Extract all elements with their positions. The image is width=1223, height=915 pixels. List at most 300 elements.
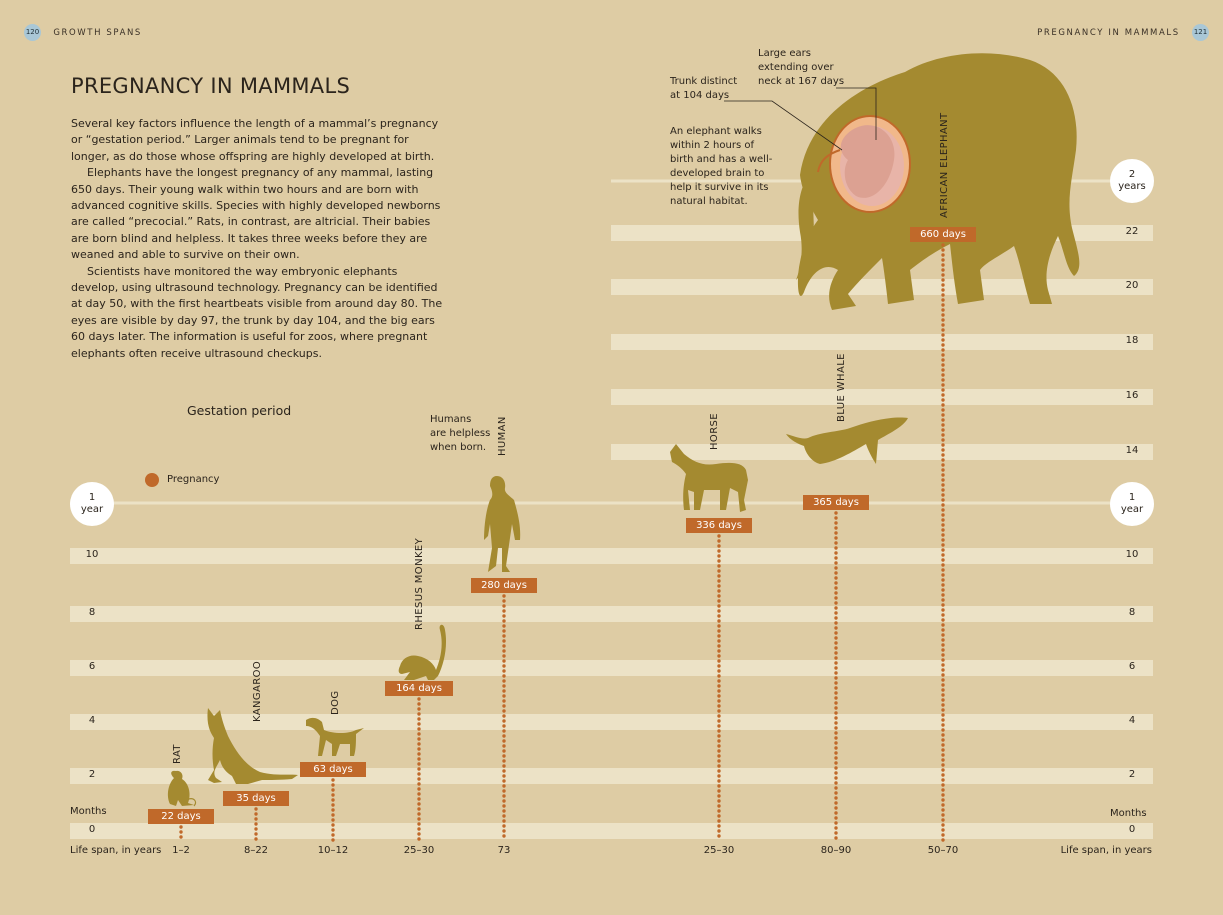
stem-dot bbox=[417, 757, 420, 760]
stem-dot bbox=[941, 348, 944, 351]
stem-dot bbox=[941, 548, 944, 551]
stem-dot bbox=[331, 798, 334, 801]
stem-dot bbox=[941, 748, 944, 751]
year-marker-left: 1 year bbox=[70, 482, 114, 526]
stem-dot bbox=[941, 653, 944, 656]
stem-dot bbox=[502, 724, 505, 727]
stem-dot bbox=[502, 804, 505, 807]
stem-dot bbox=[941, 683, 944, 686]
grid-band bbox=[70, 606, 1153, 622]
stem-dot bbox=[941, 583, 944, 586]
stem-dot bbox=[502, 619, 505, 622]
stem-dot bbox=[502, 624, 505, 627]
stem-dot bbox=[941, 798, 944, 801]
stem-dot bbox=[502, 629, 505, 632]
stem-dot bbox=[502, 614, 505, 617]
stem-dot bbox=[941, 778, 944, 781]
stem-dot bbox=[941, 718, 944, 721]
stem-dot bbox=[834, 646, 837, 649]
intro-paragraph: Scientists have monitored the way embryonic elephants develop, using ultrasound technology. Pregnancy can be identified at day 50, with the first heartbeats visible from around day 80. The eyes are visible by day 97, the trunk by day 104, and the big ears 60 days later. The information is useful for zoos, where pregnant elephants often receive ultrasound checkups. bbox=[71, 264, 443, 360]
stem-dot bbox=[502, 744, 505, 747]
axis-tick-label: 0 bbox=[88, 824, 96, 835]
stem-dot bbox=[331, 833, 334, 836]
stem-dot bbox=[834, 801, 837, 804]
legend-dot bbox=[145, 473, 159, 487]
stem-dot bbox=[834, 606, 837, 609]
stem-dot bbox=[941, 358, 944, 361]
stem-dot bbox=[717, 814, 720, 817]
axis-tick-label: 4 bbox=[1128, 715, 1136, 726]
lifespan-value: 25–30 bbox=[703, 845, 735, 856]
stem-dot bbox=[941, 308, 944, 311]
intro-paragraph: Several key factors influence the length of a mammal’s pregnancy or “gestation period.” Larger animals tend to be pregnant for longer, as do those whose offspring are highly developed at birth. bbox=[71, 117, 439, 163]
stem-dot bbox=[502, 824, 505, 827]
year-marker-right: 1 year bbox=[1110, 482, 1154, 526]
gestation-badge: 22 days bbox=[148, 809, 214, 824]
stem-dot bbox=[502, 779, 505, 782]
axis-tick-label: 8 bbox=[1128, 607, 1136, 618]
stem-dot bbox=[941, 658, 944, 661]
stem-dot bbox=[717, 679, 720, 682]
stem-dot bbox=[941, 818, 944, 821]
stem-dot bbox=[717, 789, 720, 792]
stem-dot bbox=[717, 734, 720, 737]
stem-dot bbox=[502, 809, 505, 812]
stem-dot bbox=[834, 596, 837, 599]
stem-dot bbox=[834, 681, 837, 684]
stem-dot bbox=[331, 818, 334, 821]
stem-dot bbox=[502, 734, 505, 737]
stem-dot bbox=[941, 553, 944, 556]
grid-band bbox=[70, 660, 1153, 676]
stem-dot bbox=[502, 654, 505, 657]
stem-dot bbox=[941, 433, 944, 436]
stem-dot bbox=[717, 619, 720, 622]
stem-dot bbox=[834, 591, 837, 594]
stem-dot bbox=[717, 649, 720, 652]
stem-dot bbox=[941, 288, 944, 291]
stem-dot bbox=[834, 531, 837, 534]
stem-dot bbox=[502, 714, 505, 717]
stem-dot bbox=[417, 782, 420, 785]
stem-dot bbox=[941, 643, 944, 646]
stem-dot bbox=[717, 644, 720, 647]
stem-dot bbox=[717, 624, 720, 627]
stem-dot bbox=[941, 278, 944, 281]
axis-tick-label: 2 bbox=[1128, 769, 1136, 780]
stem-dot bbox=[834, 511, 837, 514]
stem-dot bbox=[834, 711, 837, 714]
stem-dot bbox=[834, 641, 837, 644]
stem-dot bbox=[941, 518, 944, 521]
stem-dot bbox=[941, 493, 944, 496]
stem-dot bbox=[834, 816, 837, 819]
stem-dot bbox=[717, 804, 720, 807]
stem-dot bbox=[941, 408, 944, 411]
stem-dot bbox=[941, 838, 944, 841]
pregnancy-stems bbox=[179, 243, 944, 841]
stem-dot bbox=[502, 684, 505, 687]
stem-dot bbox=[941, 323, 944, 326]
stem-dot bbox=[254, 807, 257, 810]
gestation-heading: Gestation period bbox=[187, 403, 292, 418]
humans-annotation: Humans are helpless when born. bbox=[430, 414, 491, 453]
stem-dot bbox=[502, 784, 505, 787]
stem-dot bbox=[717, 809, 720, 812]
stem-dot bbox=[717, 794, 720, 797]
stem-dot bbox=[941, 378, 944, 381]
stem-dot bbox=[941, 458, 944, 461]
stem-dot bbox=[834, 686, 837, 689]
stem-dot bbox=[941, 483, 944, 486]
stem-dot bbox=[717, 534, 720, 537]
stem-dot bbox=[941, 833, 944, 836]
grid-band bbox=[70, 714, 1153, 730]
lifespan-value: 50–70 bbox=[927, 845, 959, 856]
stem-dot bbox=[502, 789, 505, 792]
lifespan-value: 25–30 bbox=[403, 845, 435, 856]
stem-dot bbox=[834, 821, 837, 824]
stem-dot bbox=[502, 749, 505, 752]
stem-dot bbox=[417, 727, 420, 730]
stem-dot bbox=[254, 837, 257, 840]
stem-dot bbox=[717, 674, 720, 677]
stem-dot bbox=[941, 698, 944, 701]
stem-dot bbox=[717, 539, 720, 542]
stem-dot bbox=[834, 691, 837, 694]
stem-dot bbox=[717, 559, 720, 562]
stem-dot bbox=[941, 753, 944, 756]
stem-dot bbox=[834, 766, 837, 769]
stem-dot bbox=[941, 788, 944, 791]
stem-dot bbox=[254, 812, 257, 815]
stem-dot bbox=[254, 822, 257, 825]
gestation-badge: 63 days bbox=[300, 762, 366, 777]
stem-dot bbox=[834, 791, 837, 794]
gestation-badge: 336 days bbox=[686, 518, 752, 533]
ears-annotation: Large ears extending over neck at 167 days bbox=[758, 48, 845, 87]
stem-dot bbox=[331, 813, 334, 816]
stem-dot bbox=[502, 639, 505, 642]
stem-dot bbox=[941, 728, 944, 731]
stem-dot bbox=[717, 544, 720, 547]
stem-dot bbox=[834, 626, 837, 629]
stem-dot bbox=[834, 546, 837, 549]
stem-dot bbox=[502, 834, 505, 837]
stem-dot bbox=[834, 826, 837, 829]
stem-dot bbox=[941, 723, 944, 726]
stem-dot bbox=[834, 581, 837, 584]
stem-dot bbox=[941, 558, 944, 561]
stem-dot bbox=[941, 398, 944, 401]
stem-dot bbox=[941, 803, 944, 806]
stem-dot bbox=[254, 817, 257, 820]
stem-dot bbox=[941, 733, 944, 736]
stem-dot bbox=[941, 253, 944, 256]
stem-dot bbox=[941, 343, 944, 346]
stem-dot bbox=[717, 549, 720, 552]
stem-dot bbox=[717, 739, 720, 742]
gestation-badge: 365 days bbox=[803, 495, 869, 510]
stem-dot bbox=[502, 634, 505, 637]
stem-dot bbox=[417, 817, 420, 820]
stem-dot bbox=[417, 742, 420, 745]
legend-label: Pregnancy bbox=[167, 474, 220, 485]
stem-dot bbox=[941, 488, 944, 491]
stem-dot bbox=[941, 678, 944, 681]
lifespan-value: 1–2 bbox=[172, 845, 190, 856]
stem-dot bbox=[717, 779, 720, 782]
stem-dot bbox=[941, 243, 944, 246]
stem-dot bbox=[417, 737, 420, 740]
stem-dot bbox=[179, 835, 182, 838]
stem-dot bbox=[717, 744, 720, 747]
animal-name-label: RAT bbox=[172, 744, 183, 764]
stem-dot bbox=[717, 574, 720, 577]
animal-name-label: BLUE WHALE bbox=[836, 353, 847, 422]
stem-dot bbox=[834, 796, 837, 799]
stem-dot bbox=[717, 654, 720, 657]
months-label-right: Months bbox=[1110, 808, 1147, 819]
stem-dot bbox=[417, 832, 420, 835]
stem-dot bbox=[717, 749, 720, 752]
stem-dot bbox=[331, 823, 334, 826]
stem-dot bbox=[834, 601, 837, 604]
stem-dot bbox=[502, 669, 505, 672]
stem-dot bbox=[417, 707, 420, 710]
stem-dot bbox=[941, 258, 944, 261]
gestation-badge: 280 days bbox=[471, 578, 537, 593]
page-title: PREGNANCY IN MAMMALS bbox=[71, 74, 351, 98]
stem-dot bbox=[834, 541, 837, 544]
stem-dot bbox=[502, 754, 505, 757]
stem-dot bbox=[717, 724, 720, 727]
stem-dot bbox=[834, 661, 837, 664]
stem-dot bbox=[941, 693, 944, 696]
stem-dot bbox=[717, 709, 720, 712]
stem-dot bbox=[941, 468, 944, 471]
two-years-marker: 2 years bbox=[1110, 159, 1154, 203]
stem-dot bbox=[502, 679, 505, 682]
stem-dot bbox=[717, 614, 720, 617]
stem-dot bbox=[502, 609, 505, 612]
axis-tick-label: 16 bbox=[1125, 390, 1139, 401]
stem-dot bbox=[834, 831, 837, 834]
animal-name-label: HUMAN bbox=[497, 416, 508, 456]
stem-dot bbox=[717, 754, 720, 757]
stem-dot bbox=[179, 830, 182, 833]
stem-dot bbox=[417, 717, 420, 720]
stem-dot bbox=[717, 764, 720, 767]
stem-dot bbox=[941, 593, 944, 596]
stem-dot bbox=[941, 533, 944, 536]
stem-dot bbox=[941, 688, 944, 691]
stem-dot bbox=[717, 669, 720, 672]
stem-dot bbox=[502, 659, 505, 662]
stem-dot bbox=[717, 784, 720, 787]
stem-dot bbox=[417, 747, 420, 750]
stem-dot bbox=[941, 403, 944, 406]
stem-dot bbox=[834, 571, 837, 574]
stem-dot bbox=[254, 827, 257, 830]
stem-dot bbox=[417, 777, 420, 780]
stem-dot bbox=[502, 769, 505, 772]
monkey-icon bbox=[399, 625, 446, 680]
stem-dot bbox=[717, 664, 720, 667]
stem-dot bbox=[417, 752, 420, 755]
stem-dot bbox=[717, 609, 720, 612]
stem-dot bbox=[941, 648, 944, 651]
stem-dot bbox=[834, 636, 837, 639]
stem-dot bbox=[941, 783, 944, 786]
stem-dot bbox=[941, 498, 944, 501]
stem-dot bbox=[941, 673, 944, 676]
stem-dot bbox=[941, 773, 944, 776]
stem-dot bbox=[717, 729, 720, 732]
animal-name-label: KANGAROO bbox=[252, 660, 263, 722]
stem-dot bbox=[941, 703, 944, 706]
stem-dot bbox=[941, 768, 944, 771]
stem-dot bbox=[941, 328, 944, 331]
stem-dot bbox=[502, 689, 505, 692]
stem-dot bbox=[834, 556, 837, 559]
stem-dot bbox=[502, 649, 505, 652]
lifespan-value: 73 bbox=[497, 845, 511, 856]
stem-dot bbox=[941, 383, 944, 386]
stem-dot bbox=[941, 268, 944, 271]
stem-dot bbox=[941, 478, 944, 481]
stem-dot bbox=[941, 298, 944, 301]
stem-dot bbox=[717, 834, 720, 837]
stem-dot bbox=[941, 793, 944, 796]
stem-dot bbox=[502, 664, 505, 667]
stem-dot bbox=[717, 829, 720, 832]
stem-dot bbox=[941, 393, 944, 396]
stem-dot bbox=[179, 825, 182, 828]
stem-dot bbox=[331, 838, 334, 841]
stem-dot bbox=[717, 704, 720, 707]
axis-tick-label: 6 bbox=[1128, 661, 1136, 672]
stem-dot bbox=[941, 508, 944, 511]
stem-dot bbox=[331, 788, 334, 791]
stem-dot bbox=[834, 551, 837, 554]
stem-dot bbox=[717, 564, 720, 567]
stem-dot bbox=[941, 613, 944, 616]
stem-dot bbox=[717, 769, 720, 772]
stem-dot bbox=[502, 814, 505, 817]
stem-dot bbox=[502, 704, 505, 707]
axis-tick-label: 10 bbox=[85, 549, 99, 560]
stem-dot bbox=[941, 503, 944, 506]
gestation-badge: 660 days bbox=[910, 227, 976, 242]
stem-dot bbox=[417, 787, 420, 790]
axis-tick-label: 4 bbox=[88, 715, 96, 726]
stem-dot bbox=[502, 819, 505, 822]
stem-dot bbox=[331, 783, 334, 786]
stem-dot bbox=[417, 827, 420, 830]
stem-dot bbox=[941, 563, 944, 566]
stem-dot bbox=[717, 569, 720, 572]
stem-dot bbox=[941, 668, 944, 671]
animal-name-label: AFRICAN ELEPHANT bbox=[939, 112, 950, 218]
stem-dot bbox=[834, 516, 837, 519]
axis-tick-label: 8 bbox=[88, 607, 96, 618]
stem-dot bbox=[417, 722, 420, 725]
stem-dot bbox=[502, 794, 505, 797]
stem-dot bbox=[941, 808, 944, 811]
stem-dot bbox=[417, 697, 420, 700]
left-page-number: 120 bbox=[24, 24, 41, 41]
gestation-badge: 35 days bbox=[223, 791, 289, 806]
stem-dot bbox=[717, 589, 720, 592]
stem-dot bbox=[834, 716, 837, 719]
grid-band bbox=[70, 823, 1153, 839]
stem-dot bbox=[941, 588, 944, 591]
stem-dot bbox=[834, 806, 837, 809]
stem-dot bbox=[941, 418, 944, 421]
stem-dot bbox=[941, 438, 944, 441]
stem-dot bbox=[502, 599, 505, 602]
stem-dot bbox=[941, 743, 944, 746]
stem-dot bbox=[502, 709, 505, 712]
stem-dot bbox=[941, 528, 944, 531]
stem-dot bbox=[834, 611, 837, 614]
stem-dot bbox=[941, 598, 944, 601]
stem-dot bbox=[717, 714, 720, 717]
stem-dot bbox=[417, 837, 420, 840]
stem-dot bbox=[941, 618, 944, 621]
stem-dot bbox=[941, 428, 944, 431]
stem-dot bbox=[941, 738, 944, 741]
stem-dot bbox=[834, 761, 837, 764]
stem-dot bbox=[941, 633, 944, 636]
left-running-head: GROWTH SPANS bbox=[53, 28, 142, 38]
stem-dot bbox=[834, 771, 837, 774]
stem-dot bbox=[941, 368, 944, 371]
stem-dot bbox=[502, 694, 505, 697]
stem-dot bbox=[717, 639, 720, 642]
walk-annotation: An elephant walks within 2 hours of birth and has a well- developed brain to help it survive in its natural habitat. bbox=[670, 126, 773, 207]
stem-dot bbox=[502, 604, 505, 607]
right-page-number: 121 bbox=[1192, 24, 1209, 41]
stem-dot bbox=[717, 594, 720, 597]
stem-dot bbox=[417, 702, 420, 705]
stem-dot bbox=[941, 708, 944, 711]
stem-dot bbox=[941, 448, 944, 451]
stem-dot bbox=[717, 719, 720, 722]
stem-dot bbox=[941, 373, 944, 376]
stem-dot bbox=[834, 776, 837, 779]
stem-dot bbox=[417, 762, 420, 765]
stem-dot bbox=[834, 526, 837, 529]
axis-tick-label: 20 bbox=[1125, 280, 1139, 291]
stem-dot bbox=[941, 628, 944, 631]
stem-dot bbox=[941, 603, 944, 606]
animal-name-label: RHESUS MONKEY bbox=[414, 537, 425, 630]
stem-dot bbox=[834, 736, 837, 739]
stem-dot bbox=[941, 813, 944, 816]
axis-tick-label: 14 bbox=[1125, 445, 1139, 456]
stem-dot bbox=[417, 797, 420, 800]
grid-band bbox=[611, 334, 1153, 350]
stem-dot bbox=[834, 786, 837, 789]
stem-dot bbox=[717, 689, 720, 692]
stem-dot bbox=[941, 453, 944, 456]
stem-dot bbox=[941, 283, 944, 286]
stem-dot bbox=[717, 824, 720, 827]
stem-dot bbox=[941, 248, 944, 251]
stem-dot bbox=[941, 313, 944, 316]
